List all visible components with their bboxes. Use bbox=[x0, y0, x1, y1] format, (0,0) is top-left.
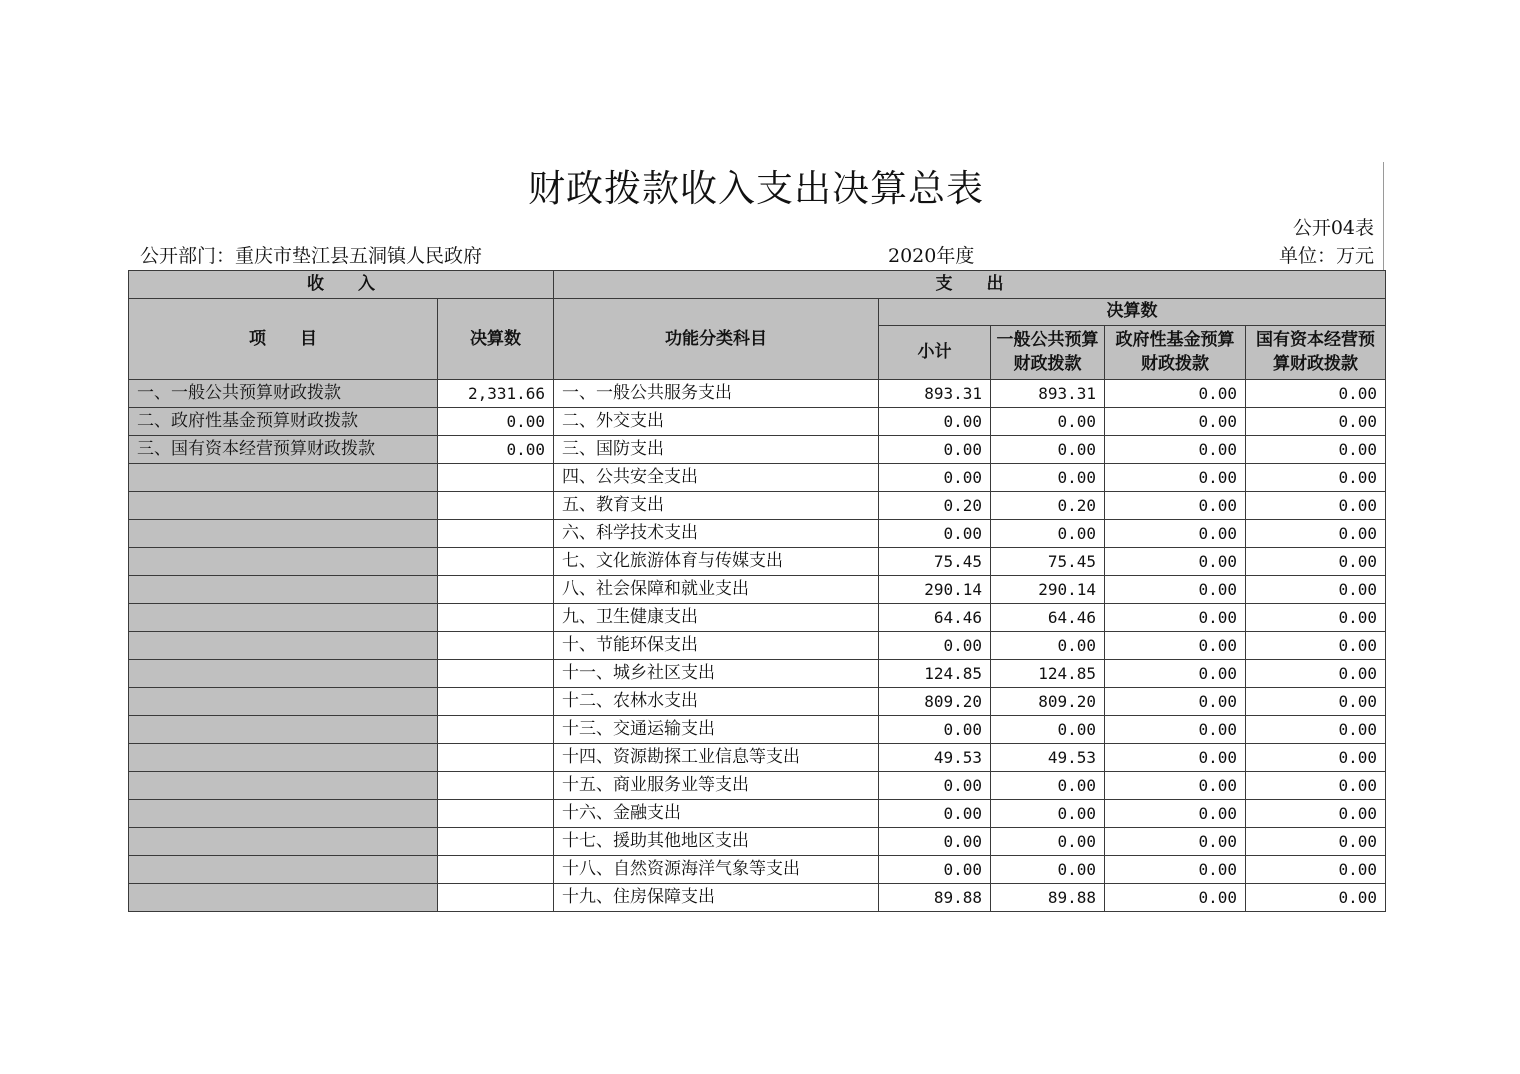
general-budget-column-header: 一般公共预算财政拨款 bbox=[991, 325, 1105, 379]
subtotal-cell: 64.46 bbox=[879, 604, 991, 632]
state-capital-cell: 0.00 bbox=[1246, 576, 1386, 604]
table-row bbox=[129, 884, 1386, 912]
income-amount-cell: 0.00 bbox=[438, 436, 554, 464]
table-body bbox=[129, 380, 1386, 912]
expense-item-cell: 八、社会保障和就业支出 bbox=[554, 576, 879, 604]
subtotal-cell: 0.00 bbox=[879, 408, 991, 436]
subtotal-cell: 89.88 bbox=[879, 884, 991, 912]
expense-item-cell: 十二、农林水支出 bbox=[554, 688, 879, 716]
state-capital-cell: 0.00 bbox=[1246, 856, 1386, 884]
state-capital-cell: 0.00 bbox=[1246, 380, 1386, 408]
table-row bbox=[129, 716, 1386, 744]
expense-item-cell: 十六、金融支出 bbox=[554, 800, 879, 828]
income-item-cell bbox=[129, 632, 438, 660]
income-item-cell bbox=[129, 828, 438, 856]
expense-item-cell: 六、科学技术支出 bbox=[554, 520, 879, 548]
income-amount-cell bbox=[438, 744, 554, 772]
year-label: 2020年度 bbox=[888, 245, 975, 267]
income-amount-cell bbox=[438, 492, 554, 520]
general-budget-cell: 290.14 bbox=[991, 576, 1105, 604]
subtotal-cell: 0.00 bbox=[879, 436, 991, 464]
general-budget-cell: 0.00 bbox=[991, 828, 1105, 856]
form-number: 公开04表 bbox=[1292, 217, 1374, 239]
table-row bbox=[129, 408, 1386, 436]
state-capital-cell: 0.00 bbox=[1246, 772, 1386, 800]
gov-fund-cell: 0.00 bbox=[1105, 688, 1246, 716]
gov-fund-cell: 0.00 bbox=[1105, 464, 1246, 492]
expense-item-cell: 十九、住房保障支出 bbox=[554, 884, 879, 912]
subtotal-cell: 0.00 bbox=[879, 800, 991, 828]
income-item-cell bbox=[129, 492, 438, 520]
expense-item-cell: 十五、商业服务业等支出 bbox=[554, 772, 879, 800]
income-item-cell bbox=[129, 548, 438, 576]
income-amount-cell bbox=[438, 632, 554, 660]
expense-item-cell: 九、卫生健康支出 bbox=[554, 604, 879, 632]
general-budget-cell: 0.00 bbox=[991, 856, 1105, 884]
general-budget-cell: 0.00 bbox=[991, 520, 1105, 548]
gov-fund-cell: 0.00 bbox=[1105, 828, 1246, 856]
income-item-cell: 三、国有资本经营预算财政拨款 bbox=[129, 436, 438, 464]
general-budget-cell: 49.53 bbox=[991, 744, 1105, 772]
subtotal-cell: 290.14 bbox=[879, 576, 991, 604]
subtotal-cell: 0.20 bbox=[879, 492, 991, 520]
state-capital-cell: 0.00 bbox=[1246, 604, 1386, 632]
income-item-cell bbox=[129, 520, 438, 548]
expense-item-cell: 十八、自然资源海洋气象等支出 bbox=[554, 856, 879, 884]
income-item-cell bbox=[129, 660, 438, 688]
general-budget-cell: 124.85 bbox=[991, 660, 1105, 688]
income-amount-cell bbox=[438, 548, 554, 576]
expense-item-cell: 五、教育支出 bbox=[554, 492, 879, 520]
general-budget-cell: 0.00 bbox=[991, 800, 1105, 828]
gov-fund-cell: 0.00 bbox=[1105, 492, 1246, 520]
gov-fund-cell: 0.00 bbox=[1105, 856, 1246, 884]
income-item-cell bbox=[129, 856, 438, 884]
expense-item-cell: 十四、资源勘探工业信息等支出 bbox=[554, 744, 879, 772]
state-capital-cell: 0.00 bbox=[1246, 884, 1386, 912]
state-capital-cell: 0.00 bbox=[1246, 828, 1386, 856]
subtotal-cell: 75.45 bbox=[879, 548, 991, 576]
income-amount-cell bbox=[438, 856, 554, 884]
expense-item-cell: 二、外交支出 bbox=[554, 408, 879, 436]
income-item-cell bbox=[129, 688, 438, 716]
income-item-cell bbox=[129, 744, 438, 772]
subtotal-cell: 49.53 bbox=[879, 744, 991, 772]
income-amount-cell bbox=[438, 772, 554, 800]
general-budget-cell: 0.00 bbox=[991, 464, 1105, 492]
state-capital-cell: 0.00 bbox=[1246, 436, 1386, 464]
table-row bbox=[129, 576, 1386, 604]
amount-column-header: 决算数 bbox=[438, 299, 554, 380]
gov-fund-cell: 0.00 bbox=[1105, 380, 1246, 408]
table-row bbox=[129, 856, 1386, 884]
income-item-cell bbox=[129, 800, 438, 828]
general-budget-cell: 0.20 bbox=[991, 492, 1105, 520]
income-amount-cell bbox=[438, 800, 554, 828]
expense-item-cell: 十三、交通运输支出 bbox=[554, 716, 879, 744]
income-item-cell bbox=[129, 884, 438, 912]
appropriation-table bbox=[128, 270, 1386, 912]
income-amount-cell bbox=[438, 464, 554, 492]
state-capital-cell: 0.00 bbox=[1246, 744, 1386, 772]
income-item-cell: 二、政府性基金预算财政拨款 bbox=[129, 408, 438, 436]
general-budget-cell: 0.00 bbox=[991, 408, 1105, 436]
state-capital-cell: 0.00 bbox=[1246, 408, 1386, 436]
expense-item-cell: 十七、援助其他地区支出 bbox=[554, 828, 879, 856]
table-row bbox=[129, 492, 1386, 520]
income-amount-cell: 2,331.66 bbox=[438, 380, 554, 408]
state-capital-cell: 0.00 bbox=[1246, 716, 1386, 744]
table-row bbox=[129, 548, 1386, 576]
table-row bbox=[129, 436, 1386, 464]
income-item-cell bbox=[129, 716, 438, 744]
gov-fund-cell: 0.00 bbox=[1105, 772, 1246, 800]
income-amount-cell bbox=[438, 576, 554, 604]
gov-fund-cell: 0.00 bbox=[1105, 716, 1246, 744]
subtotal-cell: 809.20 bbox=[879, 688, 991, 716]
income-amount-cell bbox=[438, 828, 554, 856]
table-row bbox=[129, 632, 1386, 660]
state-capital-cell: 0.00 bbox=[1246, 688, 1386, 716]
subtotal-cell: 0.00 bbox=[879, 828, 991, 856]
table-row bbox=[129, 520, 1386, 548]
department-label: 公开部门：重庆市垫江县五洞镇人民政府 bbox=[140, 245, 483, 267]
expense-item-cell: 四、公共安全支出 bbox=[554, 464, 879, 492]
subtotal-cell: 124.85 bbox=[879, 660, 991, 688]
income-item-cell bbox=[129, 576, 438, 604]
general-budget-cell: 0.00 bbox=[991, 772, 1105, 800]
table-row bbox=[129, 464, 1386, 492]
gov-fund-cell: 0.00 bbox=[1105, 884, 1246, 912]
gov-fund-cell: 0.00 bbox=[1105, 660, 1246, 688]
expense-item-cell: 一、一般公共服务支出 bbox=[554, 380, 879, 408]
expense-item-cell: 十一、城乡社区支出 bbox=[554, 660, 879, 688]
gov-fund-cell: 0.00 bbox=[1105, 604, 1246, 632]
income-amount-cell bbox=[438, 716, 554, 744]
expense-item-cell: 十、节能环保支出 bbox=[554, 632, 879, 660]
income-item-cell: 一、一般公共预算财政拨款 bbox=[129, 380, 438, 408]
gov-fund-cell: 0.00 bbox=[1105, 408, 1246, 436]
final-amount-group-header: 决算数 bbox=[879, 299, 1386, 326]
general-budget-cell: 89.88 bbox=[991, 884, 1105, 912]
income-amount-cell bbox=[438, 520, 554, 548]
gov-fund-cell: 0.00 bbox=[1105, 436, 1246, 464]
income-item-cell bbox=[129, 604, 438, 632]
subtotal-cell: 0.00 bbox=[879, 772, 991, 800]
income-amount-cell bbox=[438, 604, 554, 632]
table-row bbox=[129, 660, 1386, 688]
income-amount-cell bbox=[438, 688, 554, 716]
state-capital-cell: 0.00 bbox=[1246, 632, 1386, 660]
table-row bbox=[129, 772, 1386, 800]
general-budget-cell: 64.46 bbox=[991, 604, 1105, 632]
general-budget-cell: 809.20 bbox=[991, 688, 1105, 716]
general-budget-cell: 0.00 bbox=[991, 436, 1105, 464]
table-row bbox=[129, 744, 1386, 772]
subtotal-column-header: 小计 bbox=[879, 325, 991, 379]
table-row bbox=[129, 828, 1386, 856]
table-row bbox=[129, 688, 1386, 716]
subtotal-cell: 0.00 bbox=[879, 716, 991, 744]
income-amount-cell bbox=[438, 884, 554, 912]
subtotal-cell: 0.00 bbox=[879, 632, 991, 660]
table-row bbox=[129, 380, 1386, 408]
page-title: 财政拨款收入支出决算总表 bbox=[528, 167, 984, 210]
general-budget-cell: 0.00 bbox=[991, 716, 1105, 744]
general-budget-cell: 0.00 bbox=[991, 632, 1105, 660]
income-item-cell bbox=[129, 464, 438, 492]
gov-fund-cell: 0.00 bbox=[1105, 744, 1246, 772]
general-budget-cell: 75.45 bbox=[991, 548, 1105, 576]
subtotal-cell: 0.00 bbox=[879, 464, 991, 492]
table-row bbox=[129, 800, 1386, 828]
state-capital-cell: 0.00 bbox=[1246, 492, 1386, 520]
gov-fund-cell: 0.00 bbox=[1105, 520, 1246, 548]
expense-item-cell: 三、国防支出 bbox=[554, 436, 879, 464]
general-budget-cell: 893.31 bbox=[991, 380, 1105, 408]
income-amount-cell: 0.00 bbox=[438, 408, 554, 436]
income-section-header: 收 入 bbox=[129, 271, 554, 299]
function-column-header: 功能分类科目 bbox=[554, 299, 879, 380]
state-capital-cell: 0.00 bbox=[1246, 520, 1386, 548]
state-capital-cell: 0.00 bbox=[1246, 800, 1386, 828]
state-capital-cell: 0.00 bbox=[1246, 660, 1386, 688]
item-column-header: 项 目 bbox=[129, 299, 438, 380]
gov-fund-cell: 0.00 bbox=[1105, 632, 1246, 660]
expense-item-cell: 七、文化旅游体育与传媒支出 bbox=[554, 548, 879, 576]
expense-section-header: 支 出 bbox=[554, 271, 1386, 299]
gov-fund-cell: 0.00 bbox=[1105, 576, 1246, 604]
state-capital-column-header: 国有资本经营预算财政拨款 bbox=[1246, 325, 1386, 379]
subtotal-cell: 893.31 bbox=[879, 380, 991, 408]
income-amount-cell bbox=[438, 660, 554, 688]
state-capital-cell: 0.00 bbox=[1246, 464, 1386, 492]
gov-fund-column-header: 政府性基金预算财政拨款 bbox=[1105, 325, 1246, 379]
subtotal-cell: 0.00 bbox=[879, 520, 991, 548]
gov-fund-cell: 0.00 bbox=[1105, 548, 1246, 576]
unit-label: 单位：万元 bbox=[1278, 245, 1374, 267]
state-capital-cell: 0.00 bbox=[1246, 548, 1386, 576]
income-item-cell bbox=[129, 772, 438, 800]
table-row bbox=[129, 604, 1386, 632]
gov-fund-cell: 0.00 bbox=[1105, 800, 1246, 828]
subtotal-cell: 0.00 bbox=[879, 856, 991, 884]
